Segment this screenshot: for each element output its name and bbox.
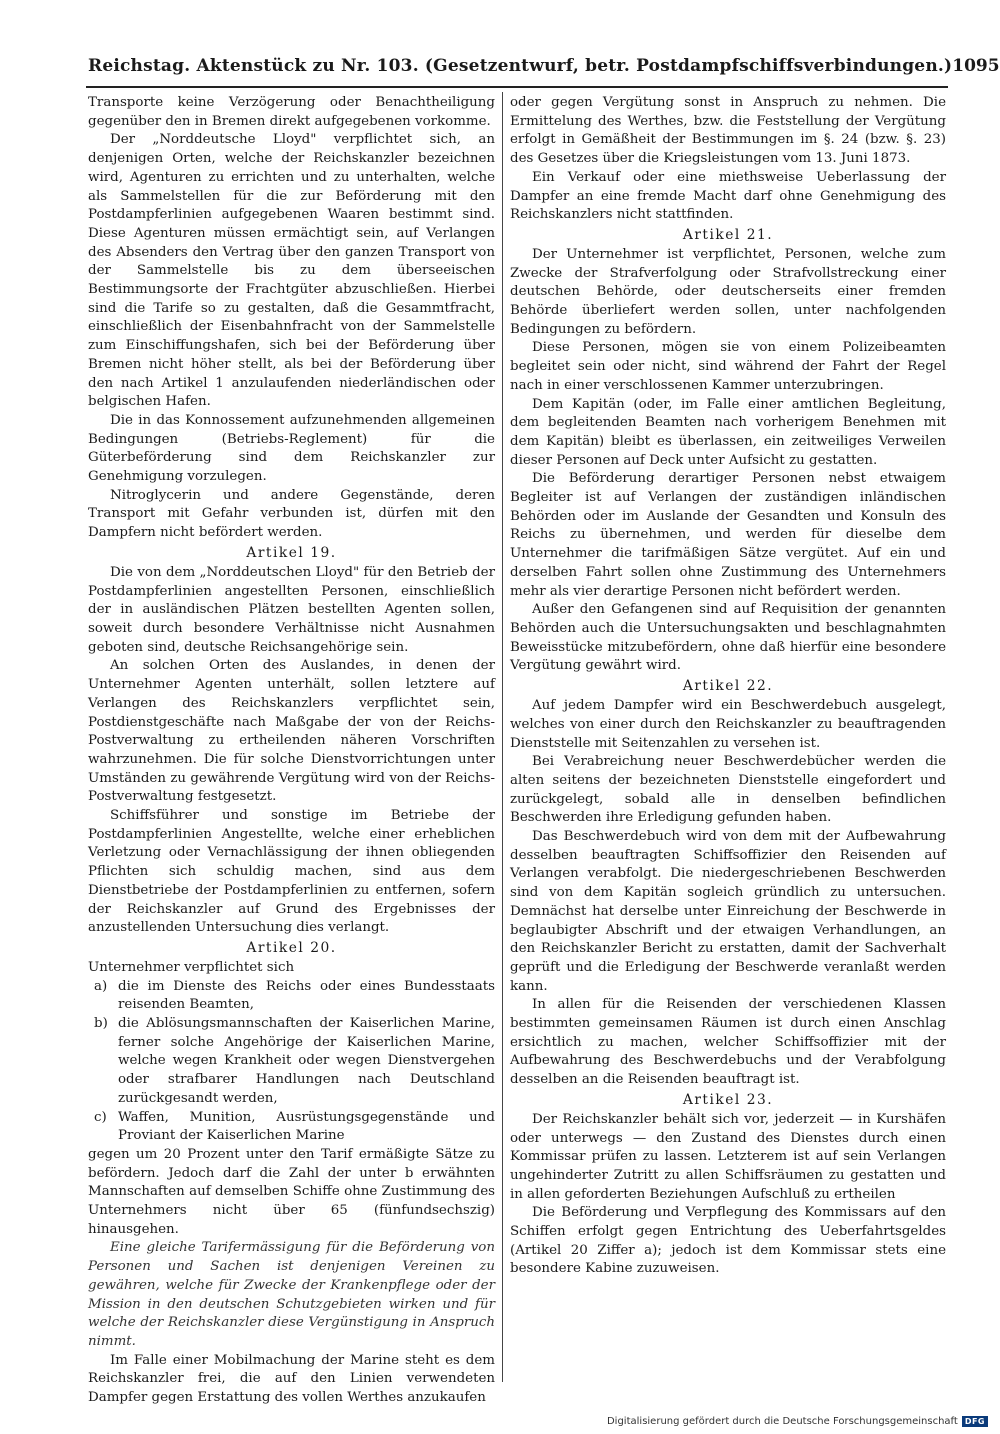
paragraph: Transporte keine Verzögerung oder Benachtheiligung gegenüber den in Bremen direkt aufgegebenen vorkomme.	[88, 95, 495, 129]
list-item	[88, 1015, 495, 1109]
article-heading-22: Artikel 22.	[682, 678, 774, 695]
list-item	[88, 1109, 495, 1146]
paragraph: Diese Personen, mögen sie von einem Polizeibeamten begleitet sein oder nicht, sind während der Fahrt der Regel nach in einer verschlossenen Kammer unterzubringen.	[510, 340, 946, 393]
paragraph: An solchen Orten des Auslandes, in denen der Unternehmer Agenten unterhält, sollen letztere auf Verlangen des Reichskanzlers verpflichtet sein, Postdienstgeschäfte nach Maßgabe der von der Reichs-Postverwaltung zu ertheilenden näheren Vorschriften wahrzunehmen. Die für solche Dienstvorrichtungen unter Umständen zu gewährende Vergütung wird von der Reichs-Postverwaltung festgesetzt.	[88, 658, 495, 805]
paragraph: Der Reichskanzler behält sich vor, jederzeit — in Kurshäfen oder unterwegs — den Zustand des Dienstes durch einen Kommissar prüfen zu lassen. Letzterem ist auf sein Verlangen ungehinderter Zutritt zu allen Schiffsräumen zu gestatten und in allen geforderten Beziehungen Aufschluß zu ertheilen	[510, 1111, 946, 1202]
paragraph: Bei Verabreichung neuer Beschwerdebücher werden die alten seitens der bezeichneten Dienststelle eingefordert und zurückgelegt, sobald alle in denselben befindlichen Beschwerden ihre Erledigung gefunden haben.	[510, 754, 946, 826]
paragraph: Auf jedem Dampfer wird ein Beschwerdebuch ausgelegt, welches von einer durch den Reichskanzler zu beauftragenden Dienststelle mit Seitenzahlen zu versehen ist.	[510, 698, 946, 751]
running-title: Reichstag. Aktenstück zu Nr. 103. (Gesetzentwurf, betr. Postdampfschiffsverbindungen.)	[88, 56, 953, 76]
header-rule	[86, 86, 948, 88]
list-item-text: Waffen, Munition, Ausrüstungsgegenstände und Proviant der Kaiserlichen Marine	[118, 1109, 495, 1144]
paragraph: Die in das Konnossement aufzunehmenden allgemeinen Bedingungen (Betriebs-Reglement) für die Güterbeförderung sind dem Reichskanzler zur Genehmigung vorzulegen.	[88, 412, 495, 485]
paragraph: Dem Kapitän (oder, im Falle einer amtlichen Begleitung, dem begleitenden Beamten nach vorherigem Benehmen mit dem Kapitän) bleibt es überlassen, ein zeitweiliges Verweilen dieser Personen auf Deck unter Aufsicht zu gestatten.	[510, 396, 946, 468]
article-heading-21: Artikel 21.	[682, 226, 774, 243]
paragraph: Der Unternehmer ist verpflichtet, Personen, welche zum Zwecke der Strafverfolgung oder Strafvollstreckung einer deutschen Behörde, oder deutscherseits einer fremden Behörde überliefert werden sollen, unter nachfolgenden Bedingungen zu befördern.	[510, 246, 946, 337]
paragraph: Außer den Gefangenen sind auf Requisition der genannten Behörden auch die Untersuchungsakten und beschlagnahmten Beweisstücke mitzubefördern, ohne daß hierfür eine besondere Vergütung gewährt wird.	[510, 602, 946, 674]
list-marker: b)	[94, 1016, 108, 1032]
article-heading-20: Artikel 20.	[246, 939, 337, 956]
paragraph: Ein Verkauf oder eine miethsweise Ueberlassung der Dampfer an eine fremde Macht darf ohne Genehmigung des Reichskanzlers nicht stattfinden.	[510, 169, 946, 223]
left-column	[88, 94, 495, 1408]
list-item-text: die Ablösungsmannschaften der Kaiserlichen Marine, ferner solche Angehörige der Kaiserlichen Marine, welche wegen Krankheit oder wegen Dienstvergehen oder strafbarer Handlungen nach Deutschland zurückgesandt werden,	[118, 1016, 495, 1106]
article-heading-19: Artikel 19.	[246, 544, 337, 561]
list-marker: c)	[94, 1109, 107, 1125]
page-header	[88, 56, 1000, 84]
enumerated-list	[88, 978, 495, 1146]
paragraph: Die Beförderung und Verpflegung des Kommissars auf den Schiffen erfolgt gegen Entrichtung des Ueberfahrtsgeldes (Artikel 20 Ziffer a); jedoch ist dem Kommissar stets eine besondere Kabine zuzuweisen.	[510, 1205, 946, 1277]
paragraph: Das Beschwerdebuch wird von dem mit der Aufbewahrung desselben beauftragten Schiffsoffizier den Reisenden auf Verlangen verabfolgt. Die niedergeschriebenen Beschwerden sind von dem Kapitän sogleich gründlich zu untersuchen. Demnächst hat derselbe unter Einreichung der Beschwerde in beglaubigter Abschrift und der etwaigen Verhandlungen, an den Reichskanzler Bericht zu erstatten, damit der Sachverhalt geprüft und die Erledigung der Beschwerde veranlaßt werden kann.	[510, 829, 946, 994]
paragraph: gegen um 20 Prozent unter den Tarif ermäßigte Sätze zu befördern. Jedoch darf die Zahl der unter b erwähnten Mannschaften auf demselben Schiffe ohne Zustimmung des Unternehmers nicht über 65 (fünfundsechszig) hinausgehen.	[88, 1146, 495, 1237]
paragraph: oder gegen Vergütung sonst in Anspruch zu nehmen. Die Ermittelung des Werthes, bzw. die Feststellung der Vergütung erfolgt in Gemäßheit der Bestimmungen im §. 24 (bzw. §. 23) des Gesetzes über die Kriegsleistungen vom 13. Juni 1873.	[510, 95, 946, 167]
paragraph: In allen für die Reisenden der verschiedenen Klassen bestimmten gemeinsamen Räumen ist durch einen Anschlag ersichtlich zu machen, welcher Schiffsoffizier mit der Aufbewahrung des Beschwerdebuchs und der Verabfolgung desselben an die Reisenden beauftragt ist.	[510, 997, 946, 1088]
list-item-text: die im Dienste des Reichs oder eines Bundesstaats reisenden Beamten,	[118, 978, 495, 1013]
dfg-logo: DFG	[962, 1416, 988, 1427]
inserted-paragraph: Eine gleiche Tarifermässigung für die Beförderung von Personen und Sachen ist denjenigen Vereinen zu gewähren, welche für Zwecke der Krankenpflege oder der Mission in den deutschen Schutzgebieten wirken und für welche der Reichskanzler diese Vergünstigung in Anspruch nimmt.	[88, 1240, 495, 1349]
paragraph: Schiffsführer und sonstige im Betriebe der Postdampferlinien Angestellte, welche einer erheblichen Verletzung oder Vernachlässigung der ihnen obliegenden Pflichten sich schuldig machen, sind aus dem Dienstbetriebe der Postdampferlinien zu entfernen, sofern der Reichskanzler auf Grund des Ergebnisses der anzustellenden Untersuchung dies verlangt.	[88, 808, 495, 936]
list-item	[88, 978, 495, 1015]
paragraph: Nitroglycerin und andere Gegenstände, deren Transport mit Gefahr verbunden ist, dürfen mit den Dampfern nicht befördert werden.	[88, 487, 495, 541]
paragraph: Der „Norddeutsche Lloyd" verpflichtet sich, an denjenigen Orten, welche der Reichskanzler bezeichnen wird, Agenturen zu errichten und zu unterhalten, welche als Sammelstellen für die zur Beförderung mit den Postdampferlinien aufgegebenen Waaren bestimmt sind. Diese Agenturen müssen ermächtigt sein, auf Verlangen des Absenders den Vertrag über den ganzen Transport von der Sammelstelle bis zu dem überseeischen Bestimmungsorte der Frachtgüter abzuschließen. Hierbei sind die Tarife so zu gestalten, daß die Gesammtfracht, einschließlich der Eisenbahnfracht von der Sammelstelle zum Einschiffungshafen, sich bei der Beförderung über Bremen nicht höher stellt, als bei der Beförderung über den nach Artikel 1 anzulaufenden niederländischen oder belgischen Hafen.	[88, 132, 495, 410]
paragraph: Im Falle einer Mobilmachung der Marine steht es dem Reichskanzler frei, die auf den Linien verwendeten Dampfer gegen Erstattung des vollen Werthes anzukaufen	[88, 1352, 495, 1406]
paragraph: Unternehmer verpflichtet sich	[88, 959, 295, 975]
article-heading-23: Artikel 23.	[682, 1091, 774, 1108]
right-column	[510, 94, 946, 1279]
footer-credit: Digitalisierung gefördert durch die Deutsche Forschungsgemeinschaft	[606, 1415, 958, 1427]
page-number: 1095	[952, 56, 1000, 76]
paragraph: Die von dem „Norddeutschen Lloyd" für den Betrieb der Postdampferlinien angestellten Personen, einschließlich der in ausländischen Plätzen bestellten Agenten sollen, soweit durch besondere Verhältnisse nicht Ausnahmen geboten sind, deutsche Reichsangehörige sein.	[88, 564, 495, 655]
list-marker: a)	[94, 978, 108, 994]
paragraph: Die Beförderung derartiger Personen nebst etwaigem Begleiter ist auf Verlangen der zuständigen inländischen Behörden oder im Auslande der Gesandten und Konsuln des Reichs zu übernehmen, und werden für dieselbe dem Unternehmer die tarifmäßigen Sätze vergütet. Auf ein und derselben Fahrt sollen ohne Zustimmung des Unternehmers mehr als vier derartige Personen nicht befördert werden.	[510, 471, 946, 599]
digitization-footer	[607, 1414, 988, 1428]
column-divider	[502, 92, 503, 1382]
